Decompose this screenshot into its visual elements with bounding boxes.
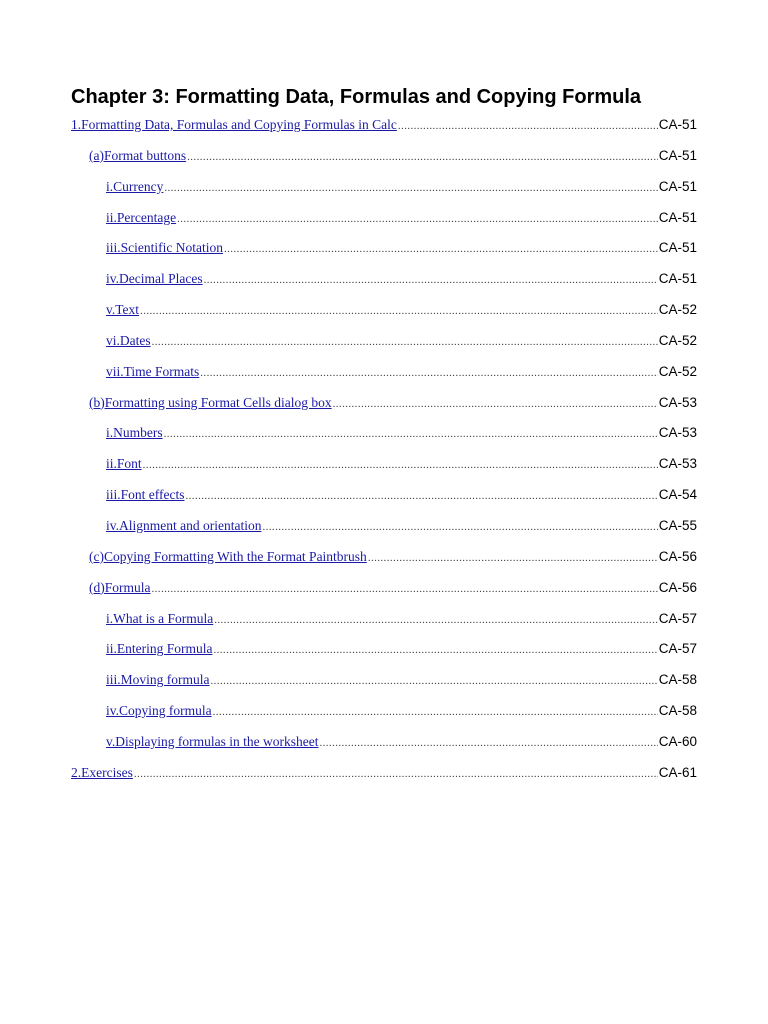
toc-entry-link[interactable]: iii.Moving formula bbox=[106, 672, 210, 688]
toc-entry-link[interactable]: vii.Time Formats bbox=[106, 363, 200, 379]
toc-dot-leader bbox=[368, 548, 658, 568]
toc-entry bbox=[71, 269, 697, 300]
toc-entry-link[interactable]: v.Text bbox=[106, 302, 140, 318]
toc-entry-link[interactable]: 1.Formatting Data, Formulas and Copying Formulas in Calc bbox=[71, 117, 397, 132]
toc-page-number: CA-51 bbox=[658, 209, 697, 225]
toc-page-number: CA-52 bbox=[658, 363, 697, 379]
toc-entry bbox=[71, 393, 697, 424]
toc-entry-link[interactable]: iv.Copying formula bbox=[106, 703, 212, 719]
toc-page-number: CA-51 bbox=[658, 240, 697, 256]
toc-page-number: CA-55 bbox=[658, 517, 697, 533]
toc-page-number: CA-57 bbox=[658, 641, 697, 657]
toc-page-number: CA-53 bbox=[658, 394, 697, 410]
toc-dot-leader bbox=[211, 671, 658, 691]
toc-page-number: CA-51 bbox=[658, 178, 697, 194]
toc-dot-leader bbox=[140, 301, 658, 321]
toc-entry bbox=[71, 516, 697, 547]
toc-dot-leader bbox=[164, 424, 658, 444]
toc-entry bbox=[71, 485, 697, 516]
toc-entry-link[interactable]: (a)Format buttons bbox=[89, 147, 187, 163]
toc-entry bbox=[71, 639, 697, 670]
toc-entry bbox=[71, 701, 697, 732]
toc-entry bbox=[71, 208, 697, 239]
toc-dot-leader bbox=[204, 270, 658, 290]
toc-entry-link[interactable]: i.Numbers bbox=[106, 425, 163, 441]
toc-entry-link[interactable]: i.Currency bbox=[106, 178, 164, 194]
chapter-title: Chapter 3: Formatting Data, Formulas and Copying Formula bbox=[71, 86, 642, 108]
toc-page-number: CA-56 bbox=[658, 579, 697, 595]
toc-entry bbox=[71, 331, 697, 362]
toc-page-number: CA-57 bbox=[658, 610, 697, 626]
toc-page-number: CA-54 bbox=[658, 487, 697, 503]
toc-dot-leader bbox=[213, 702, 658, 722]
toc-page-number: CA-51 bbox=[658, 117, 697, 132]
toc-entry-link[interactable]: iii.Font effects bbox=[106, 487, 185, 503]
toc-entry-link[interactable]: ii.Entering Formula bbox=[106, 641, 213, 657]
toc-entry-link[interactable]: iv.Decimal Places bbox=[106, 271, 203, 287]
toc-entry bbox=[71, 423, 697, 454]
toc-entry bbox=[71, 300, 697, 331]
toc-entry-link[interactable]: ii.Percentage bbox=[106, 209, 177, 225]
toc-dot-leader bbox=[164, 178, 657, 198]
toc-entry-link[interactable]: iv.Alignment and orientation bbox=[106, 517, 262, 533]
toc-page-number: CA-58 bbox=[658, 672, 697, 688]
toc-dot-leader bbox=[152, 579, 658, 599]
toc-page-number: CA-56 bbox=[658, 548, 697, 564]
toc-dot-leader bbox=[186, 486, 658, 506]
toc-page-number: CA-60 bbox=[658, 733, 697, 749]
toc-entry bbox=[71, 146, 697, 177]
toc-entry bbox=[71, 670, 697, 701]
toc-entry bbox=[71, 454, 697, 485]
toc-page-number: CA-53 bbox=[658, 456, 697, 472]
toc-entry bbox=[71, 547, 697, 578]
toc-entry-link[interactable]: (d)Formula bbox=[89, 579, 151, 595]
toc-dot-leader bbox=[224, 239, 658, 259]
toc-dot-leader bbox=[213, 640, 657, 660]
toc-entry-link[interactable]: i.What is a Formula bbox=[106, 610, 214, 626]
toc-entry bbox=[71, 578, 697, 609]
toc-entry-link[interactable]: v.Displaying formulas in the worksheet bbox=[106, 733, 319, 749]
toc-entry bbox=[71, 609, 697, 640]
toc-entry bbox=[71, 732, 697, 763]
toc-dot-leader bbox=[262, 517, 657, 537]
toc-page-number: CA-51 bbox=[658, 271, 697, 287]
toc-dot-leader bbox=[200, 363, 657, 383]
toc-dot-leader bbox=[143, 455, 658, 475]
toc-page-number: CA-52 bbox=[658, 302, 697, 318]
toc-dot-leader bbox=[134, 764, 658, 784]
toc-entry bbox=[71, 177, 697, 208]
toc-entry-link[interactable]: vi.Dates bbox=[106, 332, 151, 348]
toc-page-number: CA-53 bbox=[658, 425, 697, 441]
toc-entry-link[interactable]: iii.Scientific Notation bbox=[106, 240, 223, 256]
toc-page-number: CA-51 bbox=[658, 147, 697, 163]
toc-entry bbox=[71, 763, 697, 794]
toc-entry-link[interactable]: 2.Exercises bbox=[71, 764, 133, 780]
toc-entry bbox=[71, 115, 697, 146]
toc-page-number: CA-61 bbox=[658, 764, 697, 780]
toc-entry-link[interactable]: (b)Formatting using Format Cells dialog box bbox=[89, 394, 332, 410]
toc-dot-leader bbox=[177, 209, 658, 229]
toc-dot-leader bbox=[398, 116, 658, 136]
toc-dot-leader bbox=[152, 332, 658, 352]
toc-page-number: CA-52 bbox=[658, 332, 697, 348]
toc-entry bbox=[71, 238, 697, 269]
toc-entry-link[interactable]: ii.Font bbox=[106, 456, 142, 472]
toc-page-number: CA-58 bbox=[658, 703, 697, 719]
toc-entry-link[interactable]: (c)Copying Formatting With the Format Paintbrush bbox=[89, 548, 367, 564]
toc-dot-leader bbox=[333, 394, 658, 414]
toc-dot-leader bbox=[187, 147, 658, 167]
toc-entry bbox=[71, 362, 697, 393]
toc-dot-leader bbox=[214, 610, 658, 630]
table-of-contents bbox=[71, 115, 697, 794]
toc-dot-leader bbox=[319, 733, 657, 753]
